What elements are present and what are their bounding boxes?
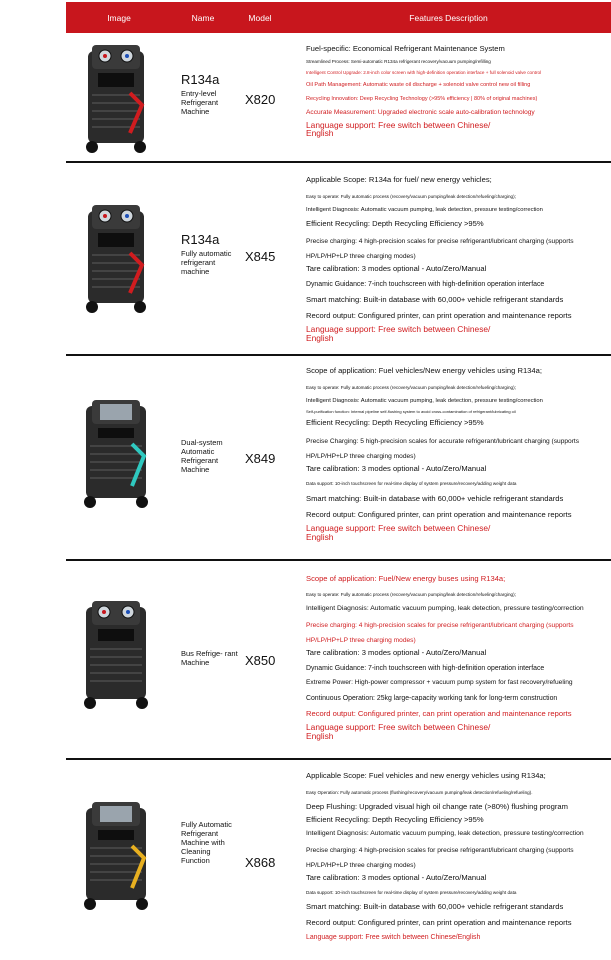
- table-row: [66, 163, 611, 356]
- feature-line: Efficient Recycling: Depth Recycling Efficiency >95%: [306, 218, 484, 228]
- feature-line: Record output: Configured printer, can print operation and maintenance reports: [306, 708, 572, 718]
- feature-line: Intelligent Diagnosis: Automatic vacuum pumping, leak detection, pressure testing/correction: [306, 830, 584, 838]
- feature-line: Intelligent Diagnosis: Automatic vacuum pumping, leak detection, pressure testing/correction: [306, 605, 584, 612]
- features-list: [306, 176, 611, 343]
- feature-line: Efficient Recycling: Depth Recycling Efficiency >95%: [306, 814, 484, 824]
- model-code: X845: [245, 249, 276, 264]
- product-name: [181, 820, 241, 865]
- feature-line: Precise charging: 4 high-precision scales for precise refrigerant/lubricant charging (supports HP/LP/HP+LP three charging modes): [306, 238, 574, 261]
- table-row: [66, 33, 611, 163]
- table-header: [66, 2, 611, 33]
- feature-line: Tare calibration: 3 modes optional - Auto/Zero/Manual: [306, 647, 487, 657]
- feature-line: Tare calibration: 3 modes optional - Auto/Zero/Manual: [306, 264, 487, 274]
- header-model: Model: [248, 12, 272, 23]
- feature-line: Language support: Free switch between Chinese/ English: [306, 523, 491, 543]
- feature-line: Fuel-specific: Economical Refrigerant Maintenance System: [306, 44, 505, 53]
- feature-line: Smart matching: Built-in database with 60,000+ vehicle refrigerant standards: [306, 493, 564, 503]
- feature-line: Record output: Configured printer, can print operation and maintenance reports: [306, 509, 572, 519]
- features-list: [306, 367, 611, 542]
- feature-line: Language support: Free switch between Chinese/ English: [306, 119, 491, 139]
- model-code: X850: [245, 653, 276, 668]
- feature-line: Deep Flushing: Upgraded visual high oil change rate (>80%) flushing program: [306, 802, 568, 811]
- refrigerant-machine-icon: [72, 41, 164, 159]
- name-description: Bus Refrige- rant Machine: [181, 649, 238, 667]
- feature-line: Language support: Free switch between Chinese/English: [306, 933, 481, 941]
- model-code: X820: [245, 92, 276, 107]
- feature-line: Data support: 10-inch touchscreen for real-time display of system pressure/recovery/adding weight data: [306, 889, 517, 895]
- feature-line: Intelligent Control Upgrade: 2.8-inch color screen with high-definition operation interface + full solenoid valve control: [306, 70, 542, 75]
- feature-line: Easy to operate: Fully automatic process (recovery/vacuum pumping/leak detection/refueling/charging);: [306, 193, 516, 199]
- product-table: [66, 2, 611, 960]
- product-name: [181, 71, 241, 116]
- feature-line: Precise charging: 4 high-precision scales for precise refrigerant/lubricant charging (supports HP/LP/HP+LP three charging modes): [306, 847, 574, 870]
- feature-line: Easy Operation: Fully automatic process (flushing/recovery/vacuum pumping/leak detection/refueling/refueling).: [306, 789, 533, 795]
- feature-line: Smart matching: Built-in database with 60,000+ vehicle refrigerant standards: [306, 295, 564, 305]
- feature-line: Tare calibration: 3 modes optional - Auto/Zero/Manual: [306, 873, 487, 883]
- header-name: Name: [191, 12, 215, 23]
- feature-line: Efficient Recycling: Depth Recycling Efficiency >95%: [306, 418, 484, 428]
- feature-line: Data support: 10-inch touchscreen for real-time display of system pressure/recovery/adding weight data: [306, 480, 517, 486]
- feature-line: Record output: Configured printer, can print operation and maintenance reports: [306, 917, 572, 927]
- feature-line: Recycling Innovation: Deep Recycling Technology (>95% efficiency | 80% of original machines): [306, 95, 538, 102]
- table-row: [66, 356, 611, 561]
- feature-line: Extreme Power: High-power compressor + vacuum pump system for fast recovery/refueling: [306, 679, 573, 687]
- product-name: [181, 649, 241, 667]
- feature-line: Tare calibration: 3 modes optional - Auto/Zero/Manual: [306, 463, 487, 473]
- feature-line: Precise charging: 4 high-precision scales for precise refrigerant/lubricant charging (supports HP/LP/HP+LP three charging modes): [306, 621, 574, 644]
- refrigerant-machine-icon: [72, 798, 164, 916]
- feature-line: Intelligent Diagnosis: Automatic vacuum pumping, leak detection, pressure testing/correction: [306, 207, 543, 213]
- header-image: Image: [107, 12, 131, 23]
- table-row: [66, 561, 611, 760]
- refrigerant-machine-icon: [72, 597, 164, 715]
- header-features: Features Description: [409, 12, 488, 23]
- product-name: [181, 438, 241, 474]
- name-description: Entry-level Refrigerant Machine: [181, 89, 219, 116]
- name-description: Fully automatic refrigerant machine: [181, 249, 232, 276]
- name-refrigerant: R134a: [181, 72, 220, 87]
- feature-line: Applicable Scope: R134a for fuel/ new energy vehicles;: [306, 175, 492, 184]
- feature-line: Oil Path Management: Automatic waste oil discharge + solenoid valve control new oil filling: [306, 82, 531, 89]
- name-description: Dual-system Automatic Refrigerant Machine: [181, 438, 223, 474]
- features-list: [306, 575, 611, 740]
- feature-line: Dynamic Guidance: 7-inch touchscreen with high-definition operation interface: [306, 281, 545, 289]
- feature-line: Intelligent Diagnosis: Automatic vacuum pumping, leak detection, pressure testing/correction: [306, 398, 543, 404]
- feature-line: Applicable Scope: Fuel vehicles and new energy vehicles using R134a;: [306, 771, 546, 780]
- feature-line: Precise Charging: 5 high-precision scales for accurate refrigerant/lubricant charging (supports HP/LP/HP+LP three charging modes): [306, 437, 580, 460]
- feature-line: Smart matching: Built-in database with 60,000+ vehicle refrigerant standards: [306, 902, 564, 912]
- feature-line: Easy to operate: Fully automatic process (recovery/vacuum pumping/leak detection/refueling/charging);: [306, 591, 516, 597]
- features-list: [306, 45, 611, 138]
- model-code: X868: [245, 855, 276, 870]
- model-code: X849: [245, 451, 276, 466]
- feature-line: Easy to operate: Fully automatic process (recovery/vacuum pumping/leak detection/refueling/charging);: [306, 384, 516, 390]
- feature-line: Continuous Operation: 25kg large-capacity working tank for long-term construction: [306, 695, 558, 703]
- refrigerant-machine-icon: [72, 396, 164, 514]
- feature-line: Accurate Measurement: Upgraded electronic scale auto-calibration technology: [306, 109, 535, 117]
- feature-line: Language support: Free switch between Chinese/ English: [306, 324, 491, 344]
- table-row: [66, 760, 611, 960]
- feature-line: Dynamic Guidance: 7-inch touchscreen with high-definition operation interface: [306, 664, 545, 672]
- product-name: [181, 231, 241, 276]
- feature-line: Language support: Free switch between Chinese/ English: [306, 721, 491, 741]
- feature-line: Self-purification function: Internal pipeline self-flushing system to avoid cross-contamination of refrigerant/lubricating oil: [306, 408, 516, 414]
- refrigerant-machine-icon: [72, 201, 164, 319]
- feature-line: Scope of application: Fuel vehicles/New energy vehicles using R134a;: [306, 366, 542, 375]
- feature-line: Record output: Configured printer, can print operation and maintenance reports: [306, 310, 572, 320]
- name-refrigerant: R134a: [181, 232, 220, 247]
- name-description: Fully Automatic Refrigerant Machine with Cleaning Function: [181, 820, 232, 865]
- feature-line: Streamlined Process: Semi-automatic R134a refrigerant recovery/vacuum pumping/refilling: [306, 58, 491, 64]
- features-list: [306, 772, 611, 942]
- feature-line: Scope of application: Fuel/New energy buses using R134a;: [306, 574, 506, 583]
